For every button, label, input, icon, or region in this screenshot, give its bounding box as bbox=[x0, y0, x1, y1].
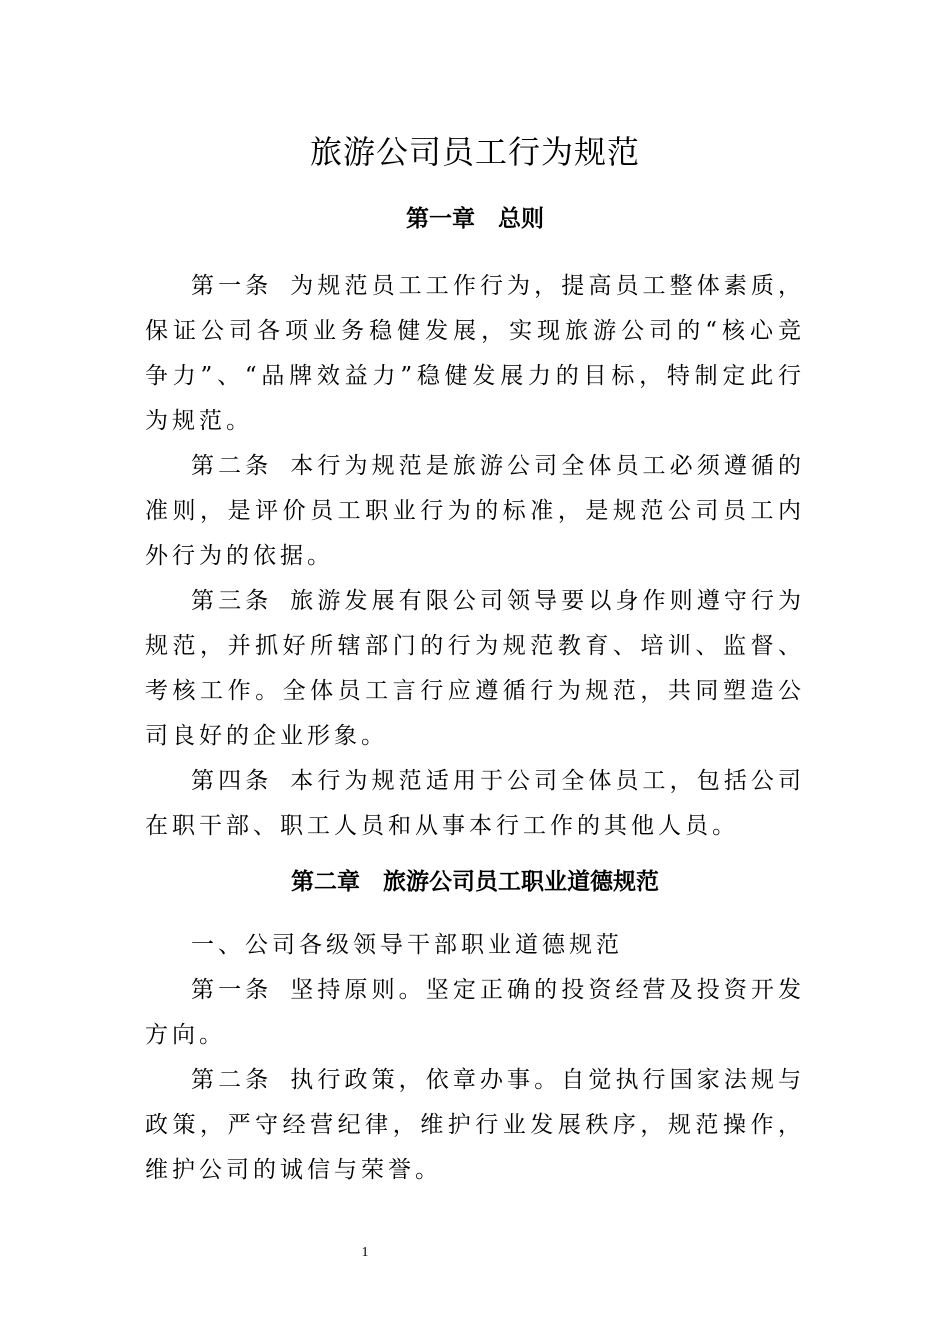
article-number: 第三条 bbox=[191, 588, 273, 614]
chapter-2-body bbox=[145, 923, 805, 1193]
article-text: 执行政策，依章办事。自觉执行国家法规与政策，严守经营纪律，维护行业发展秩序，规范操作，维护公司的诚信与荣誉。 bbox=[145, 1067, 806, 1183]
chapter-2-heading: 第二章 旅游公司员工职业道德规范 bbox=[291, 869, 659, 895]
article-text: 本行为规范适用于公司全体员工，包括公司在职干部、职工人员和从事本行工作的其他人员。 bbox=[145, 768, 806, 839]
article-number: 第四条 bbox=[191, 768, 273, 794]
page-number: 1 bbox=[361, 1245, 369, 1260]
chapter-1-body bbox=[145, 264, 805, 849]
article-text: 为规范员工工作行为，提高员工整体素质，保证公司各项业务稳健发展，实现旅游公司的“核心竞争力”、“品牌效益力”稳健发展力的目标，特制定此行为规范。 bbox=[145, 273, 806, 434]
article-number: 第二条 bbox=[191, 1067, 273, 1093]
chapter-2-article-2 bbox=[145, 1058, 805, 1193]
article-text: 坚持原则。坚定正确的投资经营及投资开发方向。 bbox=[145, 977, 806, 1048]
article-number: 第一条 bbox=[191, 273, 273, 299]
chapter-2-article-1 bbox=[145, 968, 805, 1058]
chapter-1-article-3 bbox=[145, 579, 805, 759]
chapter-1-article-2 bbox=[145, 444, 805, 579]
article-text: 本行为规范是旅游公司全体员工必须遵循的准则，是评价员工职业行为的标准，是规范公司员工内外行为的依据。 bbox=[145, 453, 806, 569]
document-title: 旅游公司员工行为规范 bbox=[309, 133, 640, 171]
article-number: 第二条 bbox=[191, 453, 273, 479]
chapter-2-section-heading: 一、公司各级领导干部职业道德规范 bbox=[191, 932, 623, 958]
chapter-1-article-4 bbox=[145, 759, 805, 849]
chapter-1-article-1 bbox=[145, 264, 805, 444]
chapter-1-heading: 第一章 总则 bbox=[406, 206, 544, 232]
article-text: 旅游发展有限公司领导要以身作则遵守行为规范，并抓好所辖部门的行为规范教育、培训、监督、考核工作。全体员工言行应遵循行为规范，共同塑造公司良好的企业形象。 bbox=[145, 588, 806, 749]
article-number: 第一条 bbox=[191, 977, 273, 1003]
